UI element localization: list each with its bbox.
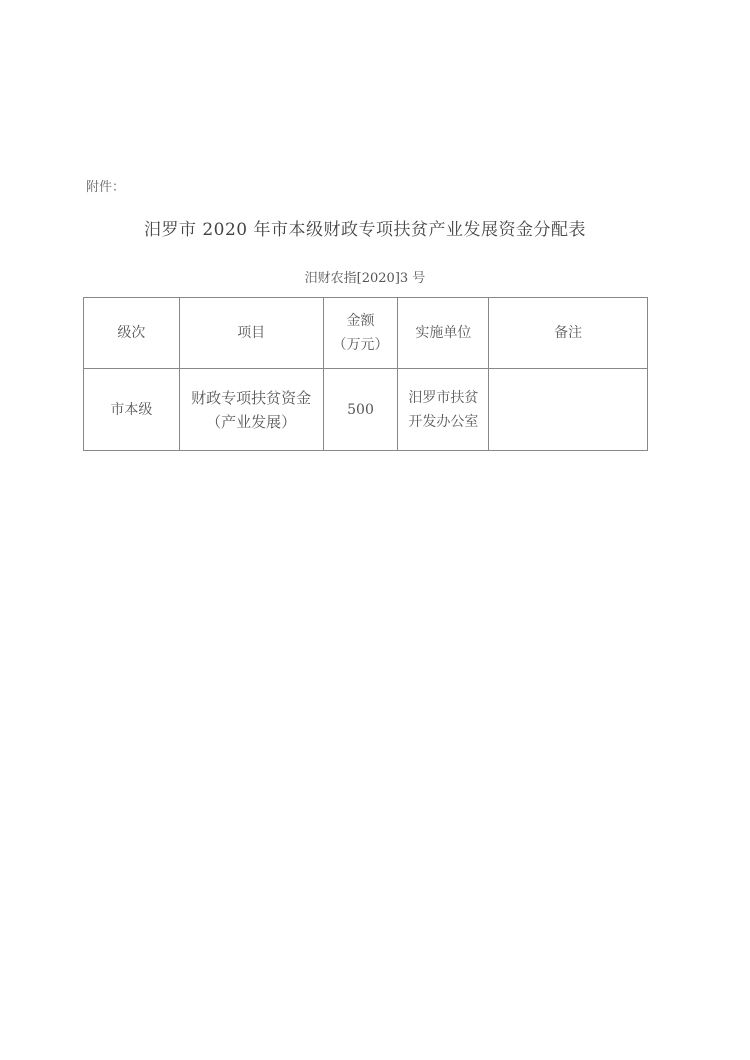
cell-implementing-unit: 汨罗市扶贫 开发办公室 — [398, 369, 489, 451]
cell-level: 市本级 — [84, 369, 180, 451]
document-title: 汨罗市 2020 年市本级财政专项扶贫产业发展资金分配表 — [143, 220, 587, 240]
header-implementing-unit: 实施单位 — [398, 298, 489, 369]
header-project: 项目 — [179, 298, 323, 369]
allocation-table — [83, 297, 648, 451]
document-number: 汨财农指[2020]3 号 — [304, 271, 426, 286]
cell-remark — [489, 369, 648, 451]
header-remark: 备注 — [489, 298, 648, 369]
header-amount: 金额 （万元） — [323, 298, 398, 369]
attachment-label: 附件： — [86, 180, 126, 195]
table-header-row — [84, 298, 648, 369]
table-row — [84, 369, 648, 451]
cell-amount: 500 — [323, 369, 398, 451]
header-level: 级次 — [84, 298, 180, 369]
cell-project: 财政专项扶贫资金 （产业发展） — [179, 369, 323, 451]
